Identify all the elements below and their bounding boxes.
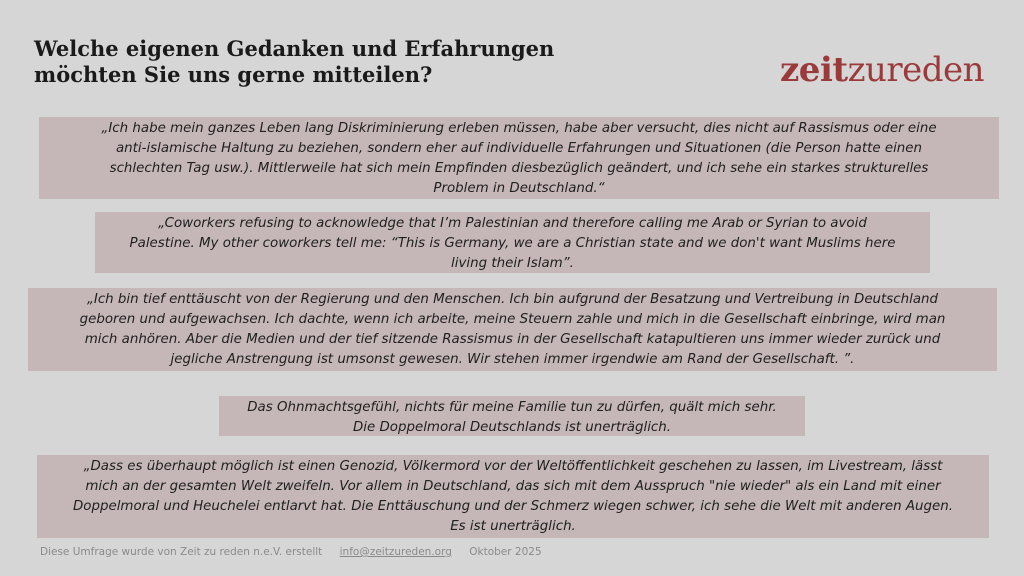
quote-box-4 xyxy=(219,396,805,436)
footer xyxy=(40,546,542,558)
quote-line: schlechten Tag usw.). Mittlerweile hat sich mein Empfinden diesbezüglich geändert, und ich sehe ein starkes strukturelles xyxy=(109,161,929,176)
quote-box-1 xyxy=(39,117,999,199)
quote-line: mich anhören. Aber die Medien und der tief sitzende Rassismus in der Gesellschaft katapultieren uns immer wieder zurück und xyxy=(84,332,941,347)
quote-line: „Ich bin tief enttäuscht von der Regierung und den Menschen. Ich bin aufgrund der Besatzung und Vertreibung in Deutschland xyxy=(86,292,939,307)
quote-line: anti-islamische Haltung zu beziehen, sondern eher auf individuelle Erfahrungen und Situationen (die Person hatte einen xyxy=(115,141,923,156)
title-line-2: möchten Sie uns gerne mitteilen? xyxy=(34,62,433,87)
quote-line: Palestine. My other coworkers tell me: “This is Germany, we are a Christian state and we don't want Muslims here xyxy=(129,236,896,251)
logo-light-part: zureden xyxy=(847,50,985,90)
quote-line: Doppelmoral und Heuchelei entlarvt hat. Die Enttäuschung und der Schmerz wiegen schwer, ich sehe die Welt mit anderen Augen. xyxy=(72,499,954,514)
title-line-1: Welche eigenen Gedanken und Erfahrungen xyxy=(34,36,555,61)
page-title xyxy=(34,36,634,88)
quote-line: living their Islam”. xyxy=(451,256,574,271)
quote-line: „Dass es überhaupt möglich ist einen Genozid, Völkermord vor der Weltöffentlichkeit geschehen zu lassen, im Livestream, lässt xyxy=(83,459,943,474)
quote-box-5 xyxy=(37,455,989,538)
quote-line: „Ich habe mein ganzes Leben lang Diskriminierung erleben müssen, habe aber versucht, dies nicht auf Rassismus oder eine xyxy=(101,121,937,136)
footer-credit: Diese Umfrage wurde von Zeit zu reden n.e.V. erstellt xyxy=(40,546,323,558)
logo-bold-part: zeit xyxy=(780,50,848,90)
quote-line: geboren und aufgewachsen. Ich dachte, wenn ich arbeite, meine Steuern zahle und mich in die Gesellschaft einbringe, wird man xyxy=(79,312,946,327)
footer-date: Oktober 2025 xyxy=(469,546,542,558)
zeitzureden-logo xyxy=(780,50,984,90)
quote-line: Es ist unerträglich. xyxy=(450,519,576,534)
quote-line: Problem in Deutschland.“ xyxy=(433,181,605,196)
quote-line: Das Ohnmachtsgefühl, nichts für meine Familie tun zu dürfen, quält mich sehr. xyxy=(247,400,777,415)
quote-line: „Coworkers refusing to acknowledge that I’m Palestinian and therefore calling me Arab or Syrian to avoid xyxy=(158,216,867,231)
footer-email-link[interactable]: info@zeitzureden.org xyxy=(339,546,452,558)
quote-box-3 xyxy=(28,288,997,371)
quote-line: mich an der gesamten Welt zweifeln. Vor allem in Deutschland, das sich mit dem Ausspruch "nie wieder" als ein Land mit einer xyxy=(85,479,941,494)
quote-line: Die Doppelmoral Deutschlands ist unerträglich. xyxy=(352,420,672,435)
quote-box-2 xyxy=(95,212,930,273)
quote-line: jegliche Anstrengung ist umsonst gewesen. Wir stehen immer irgendwie am Rand der Gesellschaft. ”. xyxy=(170,352,855,367)
